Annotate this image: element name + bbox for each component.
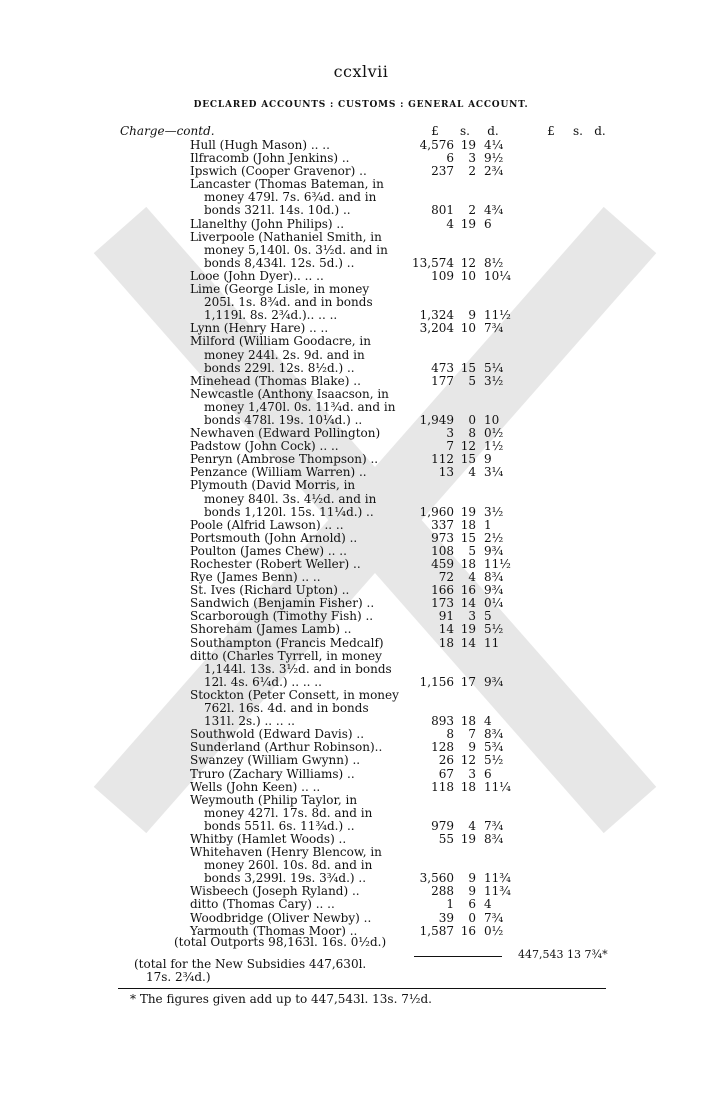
entry-shillings: 3 [468, 151, 476, 166]
account-entry [0, 846, 722, 885]
entry-pounds: 55 [438, 831, 454, 846]
account-entry [0, 427, 722, 440]
entry-pence: 4 [484, 897, 492, 912]
entry-pounds: 979 [431, 818, 454, 833]
entry-line: Poulton (James Chew) .. .. [190, 543, 347, 558]
entry-line: bonds 229l. 12s. 8½d.) .. [204, 360, 355, 375]
entry-pence: 10 [484, 412, 500, 427]
entry-shillings: 5 [468, 543, 476, 558]
entry-shillings: 10 [460, 321, 476, 336]
entry-pounds: 26 [438, 753, 454, 768]
entry-line: bonds 321l. 14s. 10d.) .. [204, 203, 351, 218]
entry-line: bonds 3,299l. 19s. 3¾d.) .. [204, 871, 367, 886]
col-head-total-shillings: s. [573, 124, 583, 138]
col-head-shillings: s. [460, 124, 470, 138]
entry-pence: 5½ [484, 753, 504, 768]
total-subsidies [134, 958, 394, 984]
entry-shillings: 18 [460, 517, 476, 532]
entry-pence: 9½ [484, 151, 504, 166]
entry-pence: 7¾ [484, 321, 504, 336]
entry-line: Looe (John Dyer).. .. .. [190, 268, 324, 283]
entry-line: Llanelthy (John Philips) .. [190, 216, 345, 231]
account-entry [0, 898, 722, 911]
entry-pence: 9 [484, 452, 492, 467]
entry-pounds: 91 [438, 609, 454, 624]
entry-pence: 3¼ [484, 465, 504, 480]
footnote: * The figures given add up to 447,543l. 13s. 7½d. [130, 992, 432, 1006]
entry-shillings: 19 [460, 831, 476, 846]
entry-pence: 7¾ [484, 910, 504, 925]
entry-shillings: 3 [468, 609, 476, 624]
grand-total: 447,543 13 7¾* [518, 948, 608, 961]
col-head-pence: d. [487, 124, 499, 138]
entry-line: Whitby (Hamlet Woods) .. [190, 831, 347, 846]
entry-line: Ipswich (Cooper Gravenor) .. [190, 164, 367, 179]
account-entry [0, 623, 722, 636]
footnote-rule [118, 988, 606, 989]
entry-shillings: 17 [460, 674, 476, 689]
entry-line: money 244l. 2s. 9d. and in [204, 347, 365, 362]
entry-pounds: 109 [431, 268, 454, 283]
entry-shillings: 9 [468, 871, 476, 886]
entry-pounds: 13,574 [412, 255, 454, 270]
entry-line: St. Ives (Richard Upton) .. [190, 583, 350, 598]
entry-shillings: 9 [468, 740, 476, 755]
entry-shillings: 12 [460, 255, 476, 270]
entry-shillings: 18 [460, 779, 476, 794]
entry-shillings: 10 [460, 268, 476, 283]
entry-line: Milford (William Goodacre, in [190, 334, 371, 349]
entry-pounds: 4 [446, 216, 454, 231]
entry-line: Hull (Hugh Mason) .. .. [190, 138, 330, 152]
entry-pence: 5 [484, 609, 492, 624]
entry-pence: 8¾ [484, 831, 504, 846]
entry-line: money 5,140l. 0s. 3½d. and in [204, 242, 388, 257]
entry-pence: 2½ [484, 530, 504, 545]
account-entry [0, 375, 722, 388]
entry-line: Truro (Zachary Williams) .. [190, 766, 355, 781]
entry-pounds: 4,576 [419, 138, 454, 152]
account-entry [0, 218, 722, 231]
entry-line: Newcastle (Anthony Isaacson, in [190, 386, 389, 401]
entry-shillings: 9 [468, 884, 476, 899]
entry-line: 131l. 2s.) .. .. .. [204, 714, 295, 729]
entry-line: Lime (George Lisle, in money [190, 282, 370, 297]
entry-line: Liverpoole (Nathaniel Smith, in [190, 229, 382, 244]
account-entry [0, 519, 722, 532]
entry-shillings: 16 [460, 923, 476, 938]
entry-line: Stockton (Peter Consett, in money [190, 687, 399, 702]
entry-pence: 11¾ [484, 884, 511, 899]
entry-pounds: 288 [431, 884, 454, 899]
account-entry [0, 610, 722, 623]
entry-pence: 10¼ [484, 268, 511, 283]
sum-rule [414, 956, 502, 957]
entry-pounds: 112 [431, 452, 454, 467]
entry-shillings: 18 [460, 557, 476, 571]
entry-pence: 8½ [484, 255, 504, 270]
entry-pounds: 337 [431, 517, 454, 532]
account-entry [0, 781, 722, 794]
entry-line: Rochester (Robert Weller) .. [190, 557, 361, 571]
entry-pence: 0½ [484, 923, 504, 938]
entry-line: bonds 8,434l. 12s. 5d.) .. [204, 255, 355, 270]
entry-pounds: 67 [438, 766, 454, 781]
entry-line: money 840l. 3s. 4½d. and in [204, 491, 377, 506]
entry-shillings: 2 [468, 203, 476, 218]
entry-pence: 5¼ [484, 360, 504, 375]
entry-pounds: 173 [431, 596, 454, 611]
account-entry [0, 532, 722, 545]
entry-pounds: 1 [446, 897, 454, 912]
running-head: DECLARED ACCOUNTS : CUSTOMS : GENERAL ACCOUNT. [193, 100, 529, 110]
account-entry [0, 558, 722, 571]
entry-pounds: 893 [431, 714, 454, 729]
entry-line: 1,144l. 13s. 3½d. and in bonds [204, 661, 392, 676]
entry-line: Sunderland (Arthur Robinson).. [190, 740, 383, 755]
entry-pence: 6 [484, 766, 492, 781]
account-entry [0, 283, 722, 322]
entry-shillings: 16 [460, 583, 476, 598]
entry-pounds: 13 [438, 465, 454, 480]
entry-pence: 6 [484, 216, 492, 231]
entry-line: bonds 551l. 6s. 11¾d.) .. [204, 818, 355, 833]
entry-pounds: 459 [431, 557, 454, 571]
entry-line: Southwold (Edward Davis) .. [190, 727, 365, 742]
account-entry [0, 335, 722, 374]
entry-pence: 4 [484, 714, 492, 729]
entry-pounds: 108 [431, 543, 454, 558]
entry-shillings: 0 [468, 412, 476, 427]
entry-pounds: 118 [431, 779, 454, 794]
section-label: Charge—contd. [120, 124, 215, 138]
entry-shillings: 12 [460, 753, 476, 768]
entry-pence: 8¾ [484, 727, 504, 742]
account-entry [0, 689, 722, 728]
entry-line: Ilfracomb (John Jenkins) .. [190, 151, 350, 166]
col-head-total-pence: d. [594, 124, 606, 138]
entry-line: 1,119l. 8s. 2¾d.).. .. .. [204, 308, 338, 323]
entry-line: money 1,470l. 0s. 11¾d. and in [204, 399, 396, 414]
account-entry [0, 178, 722, 217]
entry-pounds: 1,949 [419, 412, 454, 427]
entry-line: ditto (Thomas Cary) .. .. [190, 897, 335, 912]
entry-pounds: 8 [446, 727, 454, 742]
entry-line: 12l. 4s. 6¼d.) .. .. .. [204, 674, 322, 689]
entry-pounds: 1,587 [419, 923, 454, 938]
entry-line: Padstow (John Cock) .. .. [190, 439, 339, 454]
entry-line: 205l. 1s. 8¾d. and in bonds [204, 295, 373, 310]
entry-shillings: 18 [460, 714, 476, 729]
entry-pence: 0½ [484, 426, 504, 441]
entry-line: Penzance (William Warren) .. [190, 465, 367, 480]
account-entry [0, 754, 722, 767]
total-subsidies-line: 17s. 2¾d.) [146, 970, 211, 985]
entry-line: money 427l. 17s. 8d. and in [204, 805, 373, 820]
account-entry [0, 650, 722, 689]
entry-line: Penryn (Ambrose Thompson) .. [190, 452, 379, 467]
entry-shillings: 9 [468, 308, 476, 323]
entry-pence: 1½ [484, 439, 504, 454]
entry-pounds: 14 [438, 622, 454, 637]
entry-pence: 11½ [484, 557, 511, 571]
entry-line: Yarmouth (Thomas Moor) .. [190, 923, 358, 938]
entry-pence: 11½ [484, 308, 511, 323]
entry-shillings: 19 [460, 216, 476, 231]
entry-shillings: 12 [460, 439, 476, 454]
entry-line: Lynn (Henry Hare) .. .. [190, 321, 329, 336]
entry-pence: 11¼ [484, 779, 511, 794]
entry-line: Minehead (Thomas Blake) .. [190, 373, 361, 388]
entry-line: Wells (John Keen) .. .. [190, 779, 321, 794]
entry-line: money 260l. 10s. 8d. and in [204, 858, 373, 873]
entry-pence: 4¾ [484, 203, 504, 218]
entry-pounds: 177 [431, 373, 454, 388]
entry-line: Whitehaven (Henry Blencow, in [190, 845, 382, 860]
account-entry [0, 637, 722, 650]
entry-pounds: 18 [438, 635, 454, 650]
entry-pence: 3½ [484, 504, 504, 519]
account-entry [0, 768, 722, 781]
col-head-total-pounds: £ [547, 124, 555, 138]
account-entry [0, 388, 722, 427]
entry-line: Swanzey (William Gwynn) .. [190, 753, 361, 768]
entry-line: Shoreham (James Lamb) .. [190, 622, 352, 637]
entry-pence: 4¼ [484, 138, 504, 152]
entry-pounds: 3,560 [419, 871, 454, 886]
entry-pence: 1 [484, 517, 492, 532]
entry-line: Newhaven (Edward Pollington) [190, 426, 381, 441]
entry-line: Plymouth (David Morris, in [190, 478, 356, 493]
entry-pence: 11 [484, 635, 500, 650]
entry-pounds: 3 [446, 426, 454, 441]
entry-shillings: 6 [468, 897, 476, 912]
entry-shillings: 5 [468, 373, 476, 388]
entry-pounds: 128 [431, 740, 454, 755]
entry-pence: 7¾ [484, 818, 504, 833]
page-number: ccxlvii [333, 62, 389, 81]
entry-shillings: 15 [460, 360, 476, 375]
entry-pounds: 6 [446, 151, 454, 166]
entry-line: Woodbridge (Oliver Newby) .. [190, 910, 372, 925]
entry-pence: 8¾ [484, 570, 504, 585]
account-entries [0, 139, 722, 938]
entry-pence: 0¼ [484, 596, 504, 611]
entry-pounds: 973 [431, 530, 454, 545]
entry-shillings: 15 [460, 452, 476, 467]
entry-shillings: 19 [460, 504, 476, 519]
account-entry [0, 571, 722, 584]
entry-line: Weymouth (Philip Taylor, in [190, 792, 358, 807]
entry-shillings: 19 [460, 622, 476, 637]
entry-shillings: 14 [460, 596, 476, 611]
entry-line: Sandwich (Benjamin Fisher) .. [190, 596, 375, 611]
account-entry [0, 479, 722, 518]
account-entry [0, 466, 722, 479]
entry-pence: 9¾ [484, 583, 504, 598]
entry-line: Lancaster (Thomas Bateman, in [190, 177, 384, 192]
entry-shillings: 19 [460, 138, 476, 152]
entry-pounds: 39 [438, 910, 454, 925]
entry-pounds: 3,204 [419, 321, 454, 336]
entry-pounds: 1,156 [419, 674, 454, 689]
entry-pounds: 1,324 [419, 308, 454, 323]
entry-shillings: 8 [468, 426, 476, 441]
entry-shillings: 4 [468, 570, 476, 585]
entry-pounds: 801 [431, 203, 454, 218]
entry-line: Scarborough (Timothy Fish) .. [190, 609, 374, 624]
total-outports: (total Outports 98,163l. 16s. 0½d.) [174, 935, 387, 949]
entry-pence: 11¾ [484, 871, 511, 886]
entry-line: bonds 478l. 19s. 10¼d.) .. [204, 412, 363, 427]
col-head-pounds: £ [431, 124, 439, 138]
entry-pence: 9¾ [484, 674, 504, 689]
account-entry [0, 231, 722, 270]
entry-shillings: 15 [460, 530, 476, 545]
account-entry [0, 741, 722, 754]
entry-pence: 5½ [484, 622, 504, 637]
entry-shillings: 4 [468, 818, 476, 833]
entry-line: 762l. 16s. 4d. and in bonds [204, 701, 369, 716]
entry-line: ditto (Charles Tyrrell, in money [190, 648, 382, 663]
entry-line: Southampton (Francis Medcalf) [190, 635, 384, 650]
entry-shillings: 2 [468, 164, 476, 179]
entry-line: Poole (Alfrid Lawson) .. .. [190, 517, 344, 532]
entry-pence: 5¾ [484, 740, 504, 755]
entry-shillings: 3 [468, 766, 476, 781]
entry-pounds: 72 [438, 570, 454, 585]
entry-pounds: 237 [431, 164, 454, 179]
account-entry [0, 794, 722, 833]
entry-line: Wisbeech (Joseph Ryland) .. [190, 884, 360, 899]
entry-shillings: 7 [468, 727, 476, 742]
account-entry [0, 545, 722, 558]
entry-line: Portsmouth (John Arnold) .. [190, 530, 358, 545]
entry-pounds: 7 [446, 439, 454, 454]
entry-line: money 479l. 7s. 6¾d. and in [204, 190, 377, 205]
account-entry [0, 912, 722, 925]
entry-pence: 3½ [484, 373, 504, 388]
entry-line: bonds 1,120l. 15s. 11¼d.) .. [204, 504, 374, 519]
entry-pence: 2¾ [484, 164, 504, 179]
account-entry [0, 885, 722, 898]
entry-pounds: 166 [431, 583, 454, 598]
entry-pence: 9¾ [484, 543, 504, 558]
entry-line: Rye (James Benn) .. .. [190, 570, 321, 585]
entry-pounds: 473 [431, 360, 454, 375]
entry-pounds: 1,960 [419, 504, 454, 519]
entry-shillings: 4 [468, 465, 476, 480]
account-entry [0, 139, 722, 152]
entry-shillings: 14 [460, 635, 476, 650]
entry-shillings: 0 [468, 910, 476, 925]
total-subsidies-line: (total for the New Subsidies 447,630l. [134, 957, 367, 971]
